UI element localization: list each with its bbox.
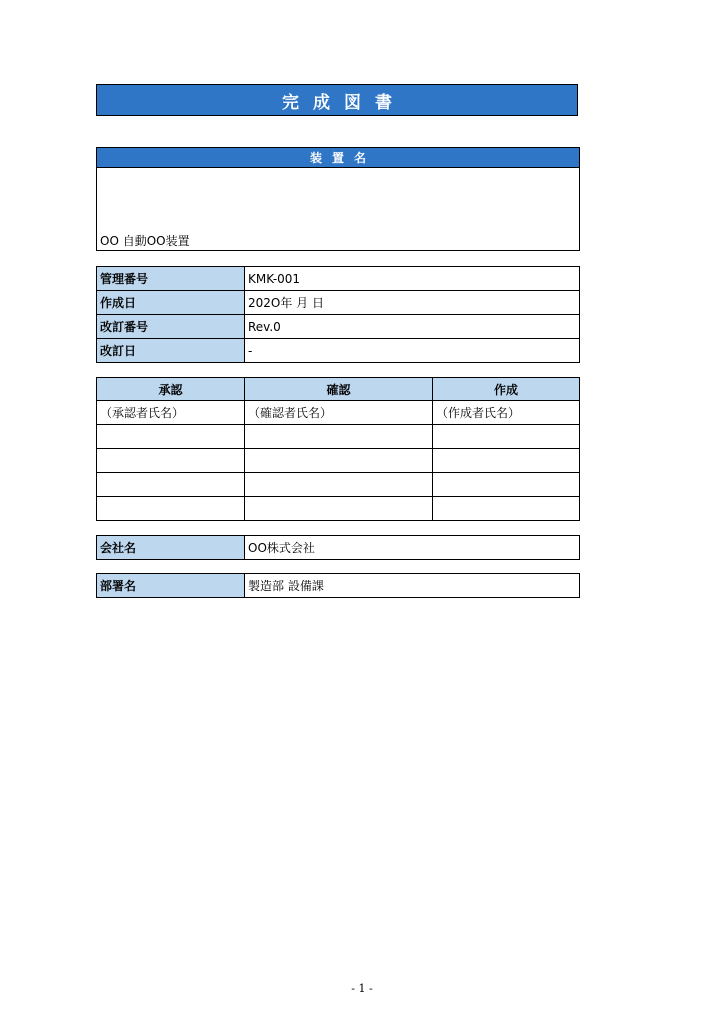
department-value: 製造部 設備課 bbox=[245, 574, 580, 598]
confirmation-header: 確認 bbox=[245, 378, 433, 401]
equipment-name-box bbox=[96, 167, 580, 251]
confirmation-cell bbox=[245, 473, 433, 497]
author-header: 作成 bbox=[433, 378, 580, 401]
approval-header: 承認 bbox=[97, 378, 245, 401]
signoff-blank-row bbox=[97, 449, 580, 473]
equipment-name-header: 装置名 bbox=[96, 147, 580, 168]
department-table bbox=[96, 573, 580, 598]
table-row bbox=[97, 315, 580, 339]
approval-cell bbox=[97, 497, 245, 521]
signoff-blank-row bbox=[97, 497, 580, 521]
revision-number-value: Rev.0 bbox=[245, 315, 580, 339]
table-row bbox=[97, 291, 580, 315]
author-cell bbox=[433, 449, 580, 473]
company-value: OO株式会社 bbox=[245, 536, 580, 560]
page-number: - 1 - bbox=[351, 982, 373, 995]
created-date-value: 202O年 月 日 bbox=[245, 291, 580, 315]
table-row bbox=[97, 339, 580, 363]
signoff-names-row bbox=[97, 401, 580, 425]
author-cell bbox=[433, 425, 580, 449]
approval-cell bbox=[97, 425, 245, 449]
author-name: （作成者氏名） bbox=[433, 401, 580, 425]
document-info-table bbox=[96, 266, 580, 363]
created-date-label: 作成日 bbox=[97, 291, 245, 315]
author-cell bbox=[433, 497, 580, 521]
table-row bbox=[97, 574, 580, 598]
confirmer-name: （確認者氏名） bbox=[245, 401, 433, 425]
company-label: 会社名 bbox=[97, 536, 245, 560]
company-table bbox=[96, 535, 580, 560]
signoff-table bbox=[96, 377, 580, 521]
table-row bbox=[97, 267, 580, 291]
revision-date-label: 改訂日 bbox=[97, 339, 245, 363]
management-number-label: 管理番号 bbox=[97, 267, 245, 291]
management-number-value: KMK-001 bbox=[245, 267, 580, 291]
department-label: 部署名 bbox=[97, 574, 245, 598]
confirmation-cell bbox=[245, 449, 433, 473]
signoff-header-row bbox=[97, 378, 580, 401]
equipment-name-value: OO 自動OO装置 bbox=[100, 234, 190, 248]
author-cell bbox=[433, 473, 580, 497]
table-row bbox=[97, 536, 580, 560]
approval-cell bbox=[97, 449, 245, 473]
signoff-blank-row bbox=[97, 473, 580, 497]
approver-name: （承認者氏名） bbox=[97, 401, 245, 425]
confirmation-cell bbox=[245, 497, 433, 521]
approval-cell bbox=[97, 473, 245, 497]
revision-number-label: 改訂番号 bbox=[97, 315, 245, 339]
revision-date-value: - bbox=[245, 339, 580, 363]
document-title: 完成図書 bbox=[96, 84, 578, 116]
signoff-blank-row bbox=[97, 425, 580, 449]
confirmation-cell bbox=[245, 425, 433, 449]
